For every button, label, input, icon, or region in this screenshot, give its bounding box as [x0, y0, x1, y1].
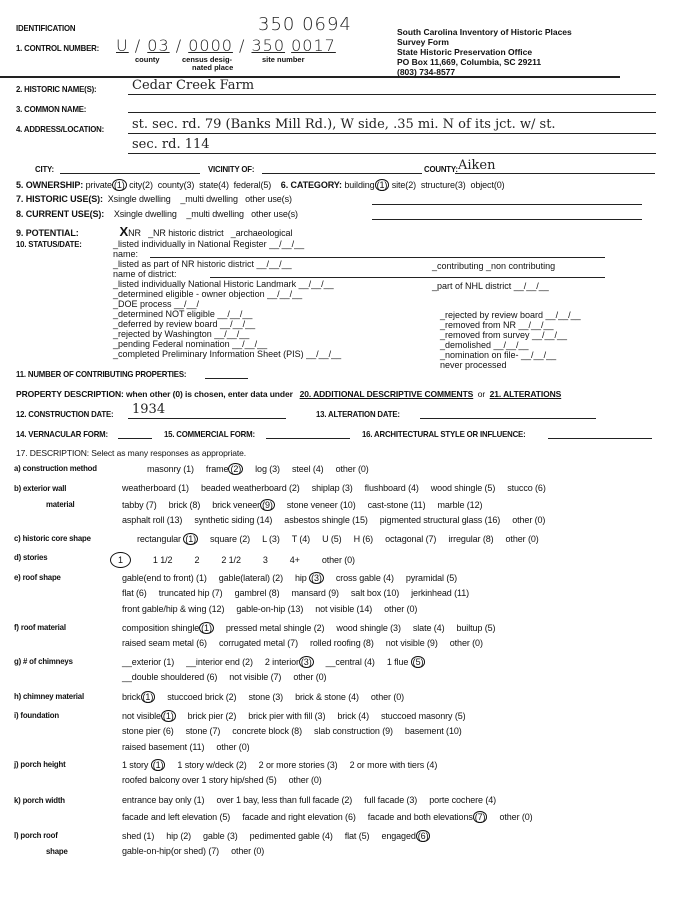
city-label: CITY: — [35, 164, 54, 174]
option-item[interactable]: slab construction (9) — [313, 726, 393, 736]
option-item[interactable]: cross gable (4) — [335, 573, 394, 583]
option-item[interactable]: T (4) — [291, 534, 311, 544]
option-item[interactable]: other (0) — [449, 638, 483, 648]
category-object[interactable]: object(0) — [470, 180, 505, 190]
option-item[interactable]: 2 or more stories (3) — [258, 760, 338, 770]
option-item[interactable]: basement (10) — [404, 726, 462, 736]
option-line — [122, 710, 478, 722]
option-item[interactable]: truncated hip (7) — [158, 588, 223, 598]
current-use-multi[interactable]: _multi dwelling — [186, 209, 244, 219]
commercial-label: 15. COMMERCIAL FORM: — [164, 429, 255, 439]
ownership-county[interactable]: county(3) — [157, 180, 195, 190]
option-item[interactable]: builtup (5) — [456, 623, 496, 633]
current-use-other-field[interactable] — [372, 219, 642, 220]
option-item[interactable]: other (0) — [231, 846, 265, 856]
option-item[interactable]: H (6) — [353, 534, 374, 544]
status-item[interactable]: _completed Preliminary Information Sheet (PIS) __/__/__ — [113, 349, 342, 359]
option-item[interactable]: salt box (10) — [350, 588, 400, 598]
option-item[interactable]: U (5) — [322, 534, 342, 544]
option-item[interactable]: steel (4) — [291, 464, 324, 474]
option-line — [110, 552, 377, 568]
option-item[interactable]: jerkinhead (11) — [411, 588, 470, 598]
construction-date-line — [128, 418, 286, 419]
status-item[interactable]: _deferred by review board __/__/__ — [113, 319, 256, 329]
option-item[interactable]: stuccoed masonry (5) — [380, 711, 466, 721]
sub-site: site number — [262, 55, 305, 64]
county-value[interactable]: Aiken — [458, 158, 496, 173]
option-line — [122, 604, 429, 614]
status-item[interactable]: name of district: — [113, 269, 177, 279]
description-row-label: e) roof shape — [14, 572, 61, 582]
current-use-other: other use(s) — [251, 209, 298, 219]
status-right-bottom — [440, 310, 581, 370]
option-item[interactable]: other (0) — [499, 812, 533, 822]
description-row-label: d) stories — [14, 552, 48, 562]
common-name-field[interactable] — [128, 112, 656, 113]
option-item[interactable]: 4+ — [289, 555, 300, 565]
description-row-label: c) historic core shape — [14, 533, 91, 543]
control-part-census: 0000 — [188, 36, 233, 55]
option-item[interactable]: gable-on-hip(or shed) (7) — [122, 846, 220, 856]
contributing-field[interactable] — [205, 378, 248, 379]
category-site[interactable]: site(2) — [391, 180, 416, 190]
option-line — [122, 846, 276, 856]
sub-census: census desig- — [182, 55, 233, 64]
description-row-label: a) construction method — [14, 463, 97, 473]
historic-name-label: 2. HISTORIC NAME(S): — [16, 84, 97, 94]
sub-county: county — [135, 55, 160, 64]
org-block — [397, 27, 572, 77]
option-item[interactable]: composition shingle (1) — [122, 623, 212, 633]
selected-circle: (1) — [162, 711, 174, 721]
ownership-state[interactable]: state(4) — [199, 180, 229, 190]
option-line — [122, 691, 416, 703]
address-line2[interactable]: sec. rd. 114 — [132, 137, 210, 152]
option-item[interactable]: 2 or more with tiers (4) — [349, 760, 438, 770]
description-row-label: b) exterior wall — [14, 483, 67, 493]
ownership-label: 5. OWNERSHIP: — [16, 180, 84, 190]
option-item[interactable]: not visible (14) — [315, 604, 373, 614]
description-row-label: h) chimney material — [14, 691, 84, 701]
option-item[interactable]: pigmented structural glass (16) — [379, 515, 501, 525]
option-line — [122, 572, 469, 584]
vernacular-field[interactable] — [118, 438, 152, 439]
selected-circle: (1) — [201, 623, 212, 633]
option-item[interactable]: hip (3) — [294, 573, 322, 583]
control-number-field[interactable]: U / 03 / 0000 / 350 0017 — [116, 36, 336, 55]
historic-name-value[interactable]: Cedar Creek Farm — [132, 78, 255, 93]
option-item[interactable]: gambrel (8) — [234, 588, 280, 598]
current-use-label: 8. CURRENT USE(S): — [16, 209, 105, 219]
control-part-site2: 0017 — [291, 36, 336, 55]
option-item[interactable]: slate (4) — [412, 623, 445, 633]
sub-census2: nated place — [192, 63, 234, 72]
option-item[interactable]: entrance bay only (1) — [122, 795, 205, 805]
option-line — [122, 499, 494, 511]
option-item[interactable]: cast-stone (11) — [367, 500, 426, 510]
contributing-label: 11. NUMBER OF CONTRIBUTING PROPERTIES: — [16, 369, 187, 379]
option-item[interactable]: not visible (9) — [385, 638, 438, 648]
option-item[interactable]: gable(end to front) (1) — [122, 573, 207, 583]
header-divider — [0, 76, 620, 78]
option-item[interactable]: rolled roofing (8) — [309, 638, 374, 648]
selected-circle: 1 — [110, 552, 131, 568]
option-item[interactable]: brick veneer (9) — [212, 500, 273, 510]
option-line — [122, 811, 545, 823]
option-item[interactable]: other (0) — [335, 464, 369, 474]
commercial-field[interactable] — [266, 438, 350, 439]
status-item[interactable]: _demolished __/__/__ — [440, 340, 529, 350]
ownership-federal[interactable]: federal(5) — [233, 180, 272, 190]
construction-date-label: 12. CONSTRUCTION DATE: — [16, 409, 114, 419]
option-item[interactable]: stucco (6) — [507, 483, 546, 493]
option-item[interactable]: gable-on-hip (13) — [236, 604, 304, 614]
option-item[interactable]: masonry (1) — [147, 464, 194, 474]
option-line — [122, 588, 481, 598]
status-item[interactable]: _rejected by Washington __/__/__ — [113, 329, 250, 339]
option-item[interactable]: __interior end (2) — [186, 657, 253, 667]
option-item[interactable]: pyramidal (5) — [405, 573, 458, 583]
option-item[interactable]: brick (8) — [168, 500, 201, 510]
option-item[interactable]: irregular (8) — [448, 534, 494, 544]
option-item[interactable]: over 1 bay, less than full facade (2) — [216, 795, 353, 805]
option-item[interactable] — [110, 555, 131, 565]
option-item[interactable]: octagonal (7) — [385, 534, 437, 544]
handwritten-file-number: 350 0694 — [258, 14, 352, 35]
status-item[interactable]: _listed as part of NR historic district __/__/__ — [113, 259, 292, 269]
option-item[interactable]: 2 — [194, 555, 200, 565]
ownership-city[interactable]: city(2) — [129, 180, 153, 190]
option-item[interactable]: L (3) — [262, 534, 280, 544]
option-item[interactable]: stone pier (6) — [122, 726, 174, 736]
selected-circle: (3) — [300, 657, 312, 667]
status-name-field[interactable] — [150, 257, 605, 258]
option-item[interactable]: facade and both elevations (7) — [367, 812, 486, 822]
option-item[interactable]: 1 flue (5) — [386, 657, 424, 667]
county-line — [455, 173, 655, 174]
option-item[interactable]: other (0) — [321, 555, 355, 565]
option-item[interactable]: asphalt roll (13) — [122, 515, 183, 525]
option-item[interactable]: flat (6) — [122, 588, 147, 598]
org-line: South Carolina Inventory of Historic Places — [397, 27, 572, 37]
category-structure[interactable]: structure(3) — [420, 180, 466, 190]
property-description-text: PROPERTY DESCRIPTION: when other (0) is chosen, enter data under — [16, 389, 293, 399]
option-item[interactable]: engaged (6) — [381, 831, 429, 841]
option-item[interactable]: brick (1) — [122, 692, 154, 702]
arch-style-field[interactable] — [548, 438, 652, 439]
option-item[interactable]: brick pier (2) — [187, 711, 237, 721]
description-row-label: i) foundation — [14, 710, 59, 720]
category-building[interactable]: building (1) — [344, 180, 388, 190]
option-item[interactable]: flat (5) — [344, 831, 370, 841]
status-item: never processed — [440, 360, 507, 370]
potential-archaeological[interactable]: _archaeological — [230, 228, 293, 238]
status-item[interactable]: _listed individually in National Register __/__/__ — [113, 239, 305, 249]
option-item[interactable]: square (2) — [210, 534, 251, 544]
status-item[interactable]: _determined eligible - owner objection __/__/__ — [113, 289, 303, 299]
option-item[interactable]: asbestos shingle (15) — [284, 515, 368, 525]
vicinity-label: VICINITY OF: — [208, 164, 255, 174]
org-line: (803) 734-8577 — [397, 67, 456, 77]
current-use-single[interactable]: Xsingle dwelling — [113, 209, 177, 219]
option-item[interactable]: facade and left elevation (5) — [122, 812, 231, 822]
status-item[interactable]: _rejected by review board __/__/__ — [440, 310, 581, 320]
option-line — [122, 795, 508, 805]
option-item[interactable]: raised basement (11) — [122, 742, 205, 752]
alteration-date-label: 13. ALTERATION DATE: — [316, 409, 400, 419]
status-item[interactable]: _determined NOT eligible __/__/__ — [113, 309, 253, 319]
option-item[interactable]: other (0) — [288, 775, 322, 785]
status-item[interactable]: _removed from survey __/__/__ — [440, 330, 568, 340]
option-item[interactable]: synthetic siding (14) — [194, 515, 273, 525]
option-line — [122, 742, 262, 752]
option-item[interactable]: brick & stone (4) — [295, 692, 359, 702]
vicinity-field[interactable] — [262, 173, 422, 174]
description-row-label: g) # of chimneys — [14, 656, 73, 666]
option-item[interactable]: front gable/hip & wing (12) — [122, 604, 225, 614]
address-line2-rule — [128, 153, 656, 154]
description-heading: 17. DESCRIPTION: Select as many responses as appropriate. — [16, 448, 247, 458]
historic-name-line — [128, 94, 656, 95]
option-item[interactable]: pedimented gable (4) — [249, 831, 333, 841]
or-text: or — [477, 389, 486, 399]
historic-use-multi[interactable]: _multi dwelling — [180, 194, 238, 204]
option-item[interactable]: 1 story (1) — [122, 760, 164, 770]
potential-nr-district[interactable]: _NR historic district — [148, 228, 224, 238]
option-item[interactable]: stone (7) — [185, 726, 221, 736]
selected-circle: (3) — [311, 573, 322, 583]
option-line — [122, 759, 449, 771]
option-item[interactable]: other (0) — [216, 742, 250, 752]
description-row-label: j) porch height — [14, 759, 66, 769]
option-item[interactable]: beaded weatherboard (2) — [200, 483, 300, 493]
control-part-u: U — [116, 36, 129, 55]
option-item[interactable]: other (0) — [512, 515, 546, 525]
option-item[interactable]: hip (2) — [166, 831, 192, 841]
option-item[interactable]: other (0) — [293, 672, 327, 682]
status-item[interactable]: name: — [113, 249, 139, 259]
control-part-site1: 350 — [251, 36, 286, 55]
option-item[interactable]: not visible (7) — [229, 672, 282, 682]
option-item[interactable]: roofed balcony over 1 story hip/shed (5) — [122, 775, 277, 785]
vernacular-label: 14. VERNACULAR FORM: — [16, 429, 108, 439]
option-line — [122, 638, 495, 648]
option-item[interactable]: wood shingle (3) — [336, 623, 401, 633]
option-item[interactable]: rectangular (1) — [137, 534, 197, 544]
option-line — [122, 672, 338, 682]
option-item[interactable]: not visible (1) — [122, 711, 174, 721]
status-item[interactable]: _part of NHL district __/__/__ — [432, 281, 549, 291]
option-line — [122, 483, 558, 493]
description-row-label: f) roof material — [14, 622, 66, 632]
option-item[interactable]: weatherboard (1) — [122, 483, 189, 493]
status-item[interactable]: _removed from NR __/__/__ — [440, 320, 554, 330]
historic-use-other-field[interactable] — [372, 204, 642, 205]
option-item[interactable]: gable (3) — [203, 831, 238, 841]
status-item[interactable]: _contributing _non contributing — [432, 261, 556, 271]
option-item[interactable]: shiplap (3) — [311, 483, 353, 493]
potential-nr[interactable]: XNR — [119, 224, 141, 239]
property-description-note — [16, 389, 561, 399]
city-field[interactable] — [60, 173, 200, 174]
link-alterations[interactable]: 21. ALTERATIONS — [489, 389, 562, 399]
option-item[interactable]: log (3) — [255, 464, 280, 474]
option-item[interactable]: stone (3) — [248, 692, 284, 702]
historic-use-single[interactable]: Xsingle dwelling — [107, 194, 171, 204]
link-additional-comments[interactable]: 20. ADDITIONAL DESCRIPTIVE COMMENTS — [299, 389, 474, 399]
option-item[interactable]: 2 interior (3) — [264, 657, 312, 667]
potential-label: 9. POTENTIAL: — [16, 228, 79, 238]
historic-use-other: other use(s) — [245, 194, 292, 204]
option-item[interactable]: stone veneer (10) — [286, 500, 356, 510]
selected-circle: (7) — [474, 812, 486, 822]
historic-use-row — [16, 194, 292, 204]
option-item[interactable]: 1 1/2 — [152, 555, 173, 565]
description-row-label-cont: material — [46, 499, 75, 509]
option-item[interactable]: 2 1/2 — [221, 555, 241, 565]
construction-date-value[interactable]: 1934 — [132, 402, 166, 417]
description-row-label: k) porch width — [14, 795, 65, 805]
selected-circle: (2) — [230, 464, 242, 474]
option-item[interactable]: other (0) — [370, 692, 405, 702]
org-line: Survey Form — [397, 37, 449, 47]
option-item[interactable]: concrete block (8) — [232, 726, 302, 736]
option-item[interactable]: raised seam metal (6) — [122, 638, 207, 648]
status-label: 10. STATUS/DATE: — [16, 239, 82, 249]
option-line — [122, 775, 334, 785]
option-line — [122, 622, 507, 634]
status-item[interactable]: _DOE process __/__/ — [113, 299, 200, 309]
category-label: 6. CATEGORY: — [280, 180, 342, 190]
option-item[interactable]: __double shouldered (6) — [122, 672, 218, 682]
selected-circle: (1) — [185, 534, 197, 544]
address-line1-rule — [128, 133, 656, 134]
option-item[interactable]: brick pier with fill (3) — [248, 711, 326, 721]
selected-circle: (1) — [152, 760, 164, 770]
arch-style-label: 16. ARCHITECTURAL STYLE OR INFLUENCE: — [362, 429, 526, 439]
option-item[interactable]: pressed metal shingle (2) — [225, 623, 325, 633]
option-item[interactable]: marble (12) — [437, 500, 483, 510]
county-label: COUNTY: — [424, 164, 458, 174]
option-item[interactable]: porte cochere (4) — [429, 795, 497, 805]
potential-row — [16, 224, 292, 239]
option-item[interactable]: stuccoed brick (2) — [167, 692, 237, 702]
control-number-label: 1. CONTROL NUMBER: — [16, 43, 100, 53]
option-item[interactable]: __central (4) — [325, 657, 375, 667]
option-line — [122, 830, 442, 842]
section-identification: IDENTIFICATION — [16, 23, 76, 33]
control-part-county: 03 — [147, 36, 170, 55]
ownership-row — [16, 179, 505, 191]
option-item[interactable]: gable(lateral) (2) — [218, 573, 283, 583]
status-item[interactable]: _listed individually National Historic Landmark __/__/__ — [113, 279, 334, 289]
option-item[interactable]: wood shingle (5) — [430, 483, 496, 493]
option-item[interactable]: brick (4) — [337, 711, 369, 721]
option-item[interactable]: corrugated metal (7) — [218, 638, 298, 648]
selected-circle: (1) — [142, 692, 154, 702]
option-item[interactable]: __exterior (1) — [122, 657, 175, 667]
description-row-label: l) porch roof — [14, 830, 58, 840]
org-line: PO Box 11,669, Columbia, SC 29211 — [397, 57, 542, 67]
status-item[interactable]: _pending Federal nomination __/__/__ — [113, 339, 268, 349]
option-item[interactable]: facade and right elevation (6) — [242, 812, 356, 822]
option-item[interactable]: other (0) — [505, 534, 539, 544]
common-name-label: 3. COMMON NAME: — [16, 104, 87, 114]
option-item[interactable]: tabby (7) — [122, 500, 157, 510]
option-line — [137, 533, 551, 545]
current-use-row — [16, 209, 298, 219]
description-row-label-cont: shape — [46, 846, 68, 856]
address-line1[interactable]: st. sec. rd. 79 (Banks Mill Rd.), W side, .35 mi. N of its jct. w/ st. — [132, 117, 556, 132]
option-line — [122, 515, 557, 525]
selected-circle: (6) — [417, 831, 429, 841]
alteration-date-field[interactable] — [420, 418, 596, 419]
status-right-top — [432, 261, 555, 291]
org-line: State Historic Preservation Office — [397, 47, 533, 57]
selected-circle: (9) — [262, 500, 273, 510]
option-item[interactable]: mansard (9) — [291, 588, 339, 598]
option-line — [147, 463, 381, 475]
option-line — [122, 726, 474, 736]
option-item[interactable]: other (0) — [384, 604, 418, 614]
option-item[interactable]: 1 story w/deck (2) — [177, 760, 247, 770]
option-item[interactable]: flushboard (4) — [364, 483, 419, 493]
address-label: 4. ADDRESS/LOCATION: — [16, 124, 105, 134]
option-item[interactable]: shed (1) — [122, 831, 155, 841]
selected-circle: (5) — [412, 657, 424, 667]
ownership-private[interactable]: private (1) — [85, 180, 125, 190]
historic-use-label: 7. HISTORIC USE(S): — [16, 194, 103, 204]
option-item[interactable]: frame (2) — [205, 464, 242, 474]
status-item[interactable]: _nomination on file- __/__/__ — [440, 350, 557, 360]
option-item[interactable]: full facade (3) — [364, 795, 418, 805]
option-item[interactable]: 3 — [262, 555, 268, 565]
option-line — [122, 656, 437, 668]
